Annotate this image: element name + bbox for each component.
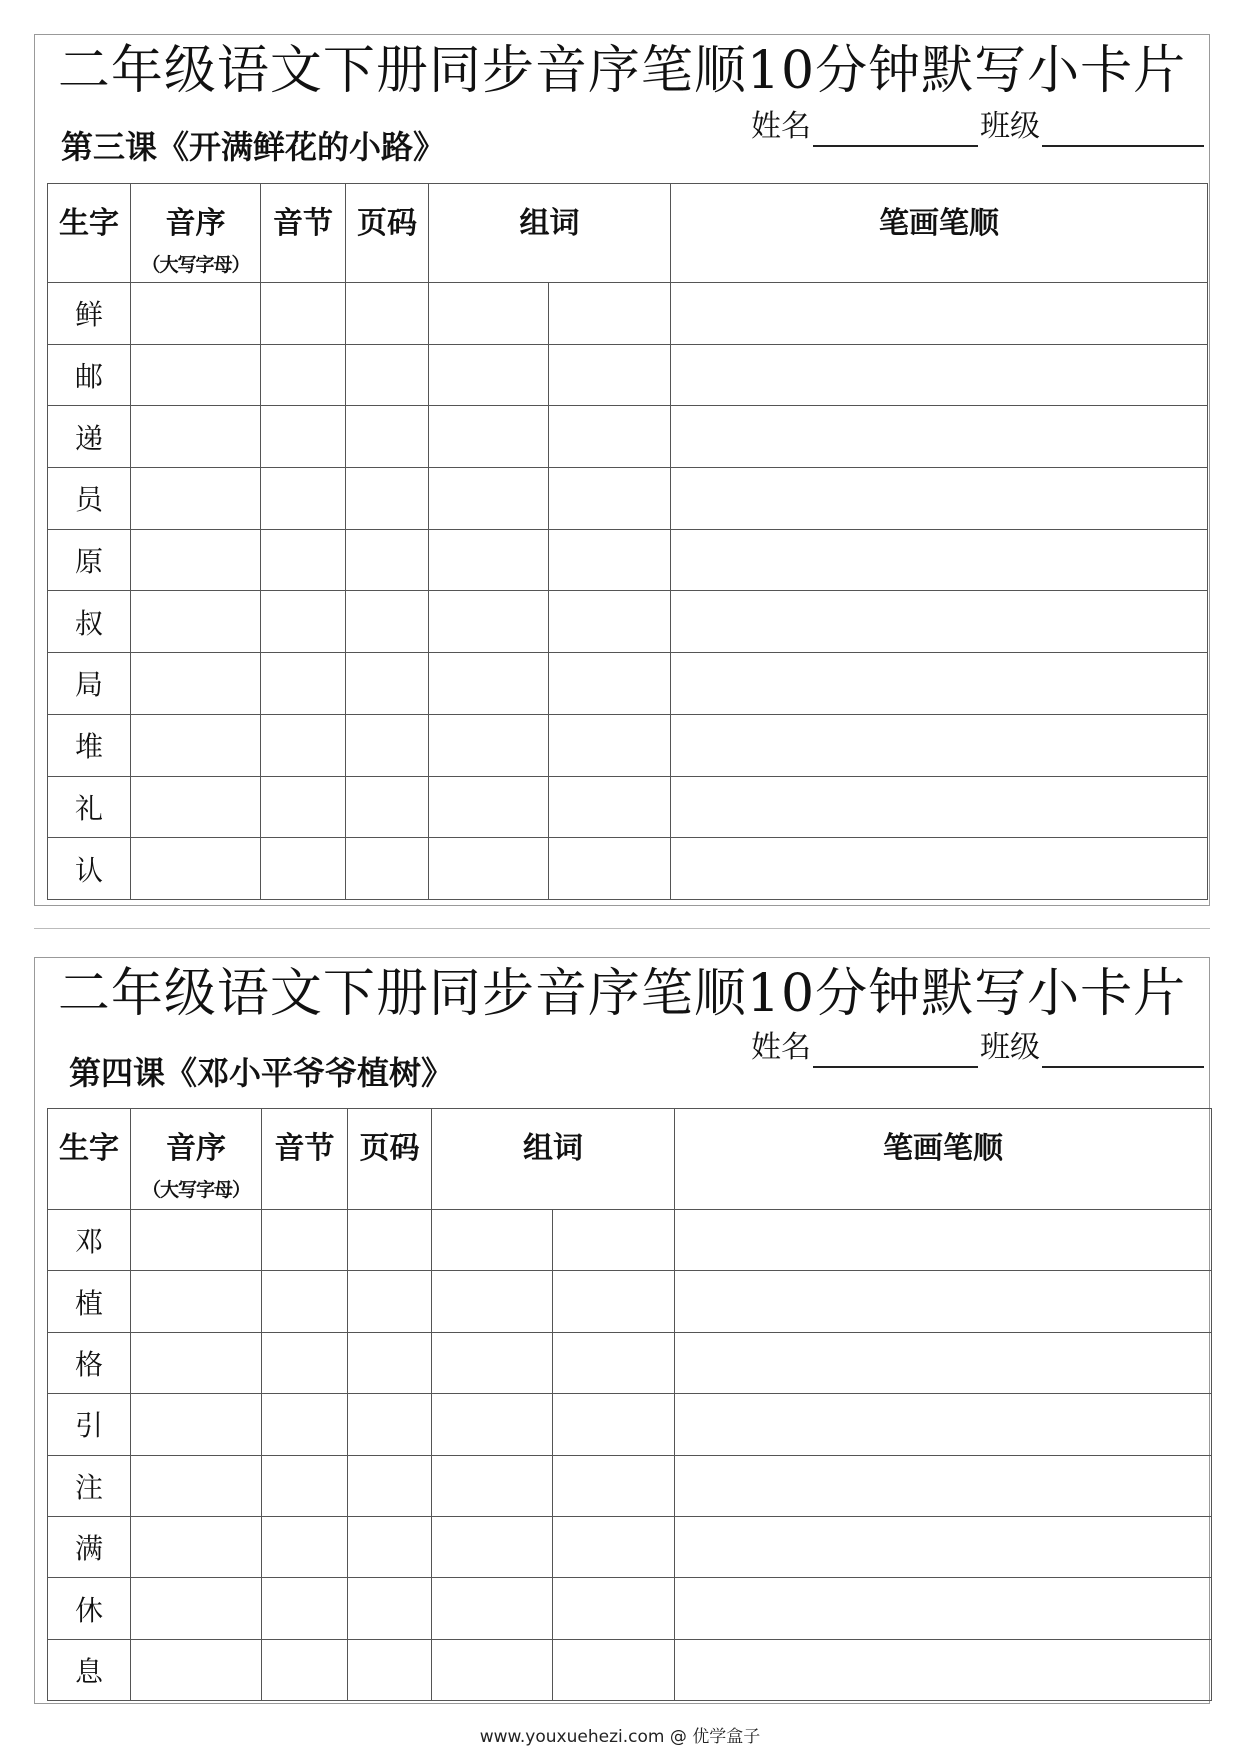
order-cell[interactable] [131,653,261,715]
page-cell[interactable] [348,1516,432,1577]
word-cell-2[interactable] [553,1332,675,1393]
header-char: 生字 [48,184,131,283]
class-blank[interactable] [1042,111,1204,147]
word-cell-1[interactable] [432,1332,553,1393]
table-row [48,653,1208,715]
header-order [131,184,261,283]
page-cell[interactable] [348,1394,432,1455]
page-cell[interactable] [346,776,429,838]
order-cell[interactable] [131,776,261,838]
order-cell[interactable] [131,1210,262,1271]
strokes-cell[interactable] [671,344,1208,406]
word-cell-1[interactable] [429,653,549,715]
character-cell: 息 [48,1639,131,1700]
page-cell[interactable] [346,406,429,468]
name-label: 姓名 [751,109,811,144]
order-cell[interactable] [131,714,261,776]
syllable-cell[interactable] [262,1639,348,1700]
word-cell-2[interactable] [553,1210,675,1271]
table-row [48,1332,1212,1393]
character-cell: 局 [48,653,131,715]
word-cell-1[interactable] [429,468,549,530]
order-cell[interactable] [131,1394,262,1455]
character-cell: 休 [48,1578,131,1639]
page-cell[interactable] [346,591,429,653]
table-row [48,591,1208,653]
dictation-table [47,1108,1212,1701]
word-cell-1[interactable] [432,1271,553,1332]
table-row [48,714,1208,776]
strokes-cell[interactable] [671,406,1208,468]
word-cell-2[interactable] [549,529,671,591]
syllable-cell[interactable] [262,1271,348,1332]
order-cell[interactable] [131,1516,262,1577]
header-syllable: 音节 [262,1109,348,1210]
table-row [48,1210,1212,1271]
word-cell-2[interactable] [549,344,671,406]
character-cell: 植 [48,1271,131,1332]
page-cell[interactable] [346,283,429,345]
page-cell[interactable] [346,653,429,715]
header-strokes: 笔画笔顺 [675,1109,1212,1210]
strokes-cell[interactable] [671,468,1208,530]
order-cell[interactable] [131,283,261,345]
word-cell-1[interactable] [429,591,549,653]
order-cell[interactable] [131,1271,262,1332]
name-label: 姓名 [751,1030,811,1065]
syllable-cell[interactable] [262,1578,348,1639]
character-cell: 引 [48,1394,131,1455]
word-cell-1[interactable] [429,838,549,900]
syllable-cell[interactable] [261,406,346,468]
student-info-fields [751,107,1206,147]
class-blank[interactable] [1042,1032,1204,1068]
character-cell: 叔 [48,591,131,653]
footer-source: www.youxuehezi.com @ 优学盒子 [479,1727,761,1747]
order-cell[interactable] [131,1455,262,1516]
word-cell-1[interactable] [429,344,549,406]
word-cell-2[interactable] [549,406,671,468]
table-row [48,529,1208,591]
table-row [48,1516,1212,1577]
page-cell[interactable] [346,714,429,776]
table-row [48,1578,1212,1639]
word-cell-1[interactable] [432,1578,553,1639]
strokes-cell[interactable] [671,714,1208,776]
header-order-note: （大写字母） [141,1179,250,1201]
class-label: 班级 [980,1030,1040,1065]
order-cell[interactable] [131,1578,262,1639]
syllable-cell[interactable] [261,776,346,838]
word-cell-1[interactable] [429,406,549,468]
syllable-cell[interactable] [262,1332,348,1393]
header-page: 页码 [346,184,429,283]
syllable-cell[interactable] [262,1210,348,1271]
word-cell-2[interactable] [553,1455,675,1516]
syllable-cell[interactable] [261,529,346,591]
card-title: 二年级语文下册同步音序笔顺10分钟默写小卡片 [57,41,1187,101]
order-cell[interactable] [131,406,261,468]
header-syllable: 音节 [261,184,346,283]
strokes-cell[interactable] [671,529,1208,591]
syllable-cell[interactable] [261,653,346,715]
character-cell: 递 [48,406,131,468]
character-cell: 礼 [48,776,131,838]
character-cell: 认 [48,838,131,900]
strokes-cell[interactable] [671,591,1208,653]
student-info-fields [751,1028,1206,1068]
syllable-cell[interactable] [261,283,346,345]
word-cell-2[interactable] [549,714,671,776]
table-row [48,776,1208,838]
word-cell-1[interactable] [429,776,549,838]
order-cell[interactable] [131,838,261,900]
character-cell: 邓 [48,1210,131,1271]
order-cell[interactable] [131,1639,262,1700]
word-cell-2[interactable] [549,283,671,345]
order-cell[interactable] [131,1332,262,1393]
word-cell-2[interactable] [553,1639,675,1700]
strokes-cell[interactable] [671,283,1208,345]
strokes-cell[interactable] [675,1332,1212,1393]
syllable-cell[interactable] [261,591,346,653]
syllable-cell[interactable] [262,1516,348,1577]
card-title: 二年级语文下册同步音序笔顺10分钟默写小卡片 [57,964,1187,1024]
character-cell: 堆 [48,714,131,776]
lesson-title: 第四课《邓小平爷爷植树》 [69,1054,454,1092]
word-cell-1[interactable] [429,529,549,591]
character-cell: 邮 [48,344,131,406]
syllable-cell[interactable] [262,1455,348,1516]
header-strokes: 笔画笔顺 [671,184,1208,283]
character-cell: 满 [48,1516,131,1577]
strokes-cell[interactable] [671,776,1208,838]
order-cell[interactable] [131,468,261,530]
page-cell[interactable] [348,1210,432,1271]
strokes-cell[interactable] [675,1578,1212,1639]
table-header-row [48,184,1208,283]
word-cell-1[interactable] [429,714,549,776]
strokes-cell[interactable] [675,1210,1212,1271]
character-cell: 原 [48,529,131,591]
page-cell[interactable] [348,1455,432,1516]
lesson-title: 第三课《开满鲜花的小路》 [61,128,446,166]
header-order-label: 音序 [165,206,226,241]
syllable-cell[interactable] [261,838,346,900]
word-cell-2[interactable] [549,776,671,838]
page-cell[interactable] [346,468,429,530]
syllable-cell[interactable] [261,468,346,530]
strokes-cell[interactable] [671,653,1208,715]
header-page: 页码 [348,1109,432,1210]
character-cell: 注 [48,1455,131,1516]
page-cell[interactable] [346,344,429,406]
table-row [48,838,1208,900]
dictation-card-lesson-4 [34,957,1210,1704]
word-cell-2[interactable] [553,1394,675,1455]
table-row [48,406,1208,468]
strokes-cell[interactable] [671,838,1208,900]
header-words: 组词 [432,1109,675,1210]
page-cell[interactable] [348,1578,432,1639]
strokes-cell[interactable] [675,1394,1212,1455]
word-cell-2[interactable] [549,653,671,715]
table-row [48,1394,1212,1455]
class-label: 班级 [980,109,1040,144]
card-divider [34,928,1210,929]
header-order [131,1109,262,1210]
strokes-cell[interactable] [675,1639,1212,1700]
page-cell[interactable] [348,1332,432,1393]
dictation-table [47,183,1208,900]
header-words: 组词 [429,184,671,283]
table-row [48,1455,1212,1516]
page-cell[interactable] [348,1639,432,1700]
word-cell-1[interactable] [432,1516,553,1577]
table-row [48,1271,1212,1332]
syllable-cell[interactable] [261,714,346,776]
table-row [48,283,1208,345]
header-char: 生字 [48,1109,131,1210]
word-cell-1[interactable] [432,1639,553,1700]
character-cell: 员 [48,468,131,530]
word-cell-2[interactable] [553,1516,675,1577]
page-cell[interactable] [348,1271,432,1332]
strokes-cell[interactable] [675,1271,1212,1332]
table-row [48,468,1208,530]
table-row [48,1639,1212,1700]
word-cell-2[interactable] [549,838,671,900]
word-cell-1[interactable] [429,283,549,345]
table-row [48,344,1208,406]
strokes-cell[interactable] [675,1455,1212,1516]
syllable-cell[interactable] [262,1394,348,1455]
header-order-note: （大写字母） [141,254,250,276]
order-cell[interactable] [131,529,261,591]
name-blank[interactable] [813,1032,978,1068]
word-cell-2[interactable] [553,1271,675,1332]
syllable-cell[interactable] [261,344,346,406]
word-cell-1[interactable] [432,1394,553,1455]
word-cell-2[interactable] [549,468,671,530]
page-cell[interactable] [346,838,429,900]
header-order-label: 音序 [166,1131,226,1166]
table-header-row [48,1109,1212,1210]
word-cell-2[interactable] [553,1578,675,1639]
order-cell[interactable] [131,591,261,653]
character-cell: 格 [48,1332,131,1393]
strokes-cell[interactable] [675,1516,1212,1577]
name-blank[interactable] [813,111,978,147]
character-cell: 鲜 [48,283,131,345]
order-cell[interactable] [131,344,261,406]
word-cell-1[interactable] [432,1210,553,1271]
page-cell[interactable] [346,529,429,591]
word-cell-1[interactable] [432,1455,553,1516]
word-cell-2[interactable] [549,591,671,653]
dictation-card-lesson-3 [34,34,1210,906]
